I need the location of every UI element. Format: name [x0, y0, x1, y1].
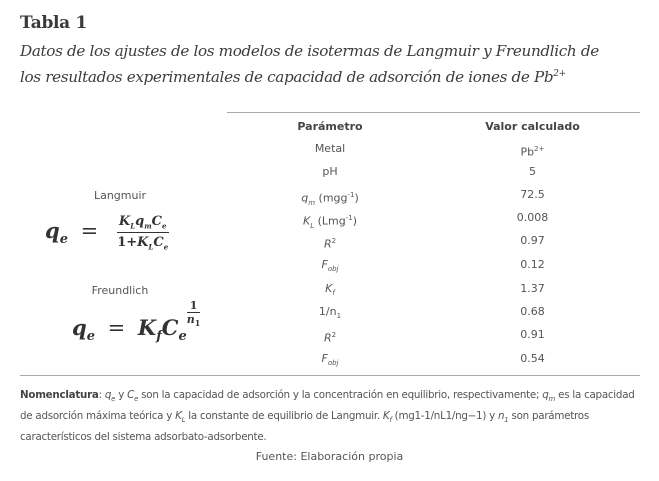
exponent: $\frac{1}{n_1}$ [186, 299, 201, 329]
sub: L [310, 221, 315, 230]
param-fobj-freundlich [230, 350, 430, 368]
param-ph: pH [322, 165, 338, 178]
value-kf: 1.37 [520, 282, 545, 295]
value-1-n1: 0.68 [520, 305, 545, 318]
sub: f [332, 289, 335, 298]
param-qm [230, 186, 430, 207]
value-qm: 72.5 [520, 188, 545, 201]
unit: (mgg [315, 191, 348, 205]
param-fobj-langmuir [230, 256, 430, 274]
sym: F [321, 258, 328, 271]
caption-line-2-text: los resultados experimentales de capacidad de adsorción de iones de Pb [20, 68, 554, 87]
sym: F [321, 352, 328, 365]
sub: obj [327, 359, 339, 368]
sup: -1 [345, 214, 353, 222]
source-note: Fuente: Elaboración propia [255, 450, 404, 463]
sym: R [323, 237, 332, 251]
value-ph: 5 [529, 165, 536, 178]
param-kl [230, 209, 430, 230]
close: ) [352, 214, 358, 228]
sym: K [325, 282, 333, 295]
unit: (Lmg [314, 214, 346, 228]
table-label: Tabla 1 [20, 13, 88, 33]
freundlich-equation: $q_e = K_fC_e$ $\frac{1}{n_1}$ [72, 299, 201, 345]
freundlich-label: Freundlich [91, 284, 149, 297]
value-metal [440, 140, 625, 158]
value-text: Pb [520, 145, 535, 159]
nomenclature-note: Nomenclatura: $q_e$ y $C_e$ son la capacidad de adsorción y la concentración en equilibrio, respectivamente; $q_m$ es la capacidad de adsorción máxima teórica y $K_L$ la constante de equilibrio de Langmuir. $K_f$ (mg1-1/nL1/ng−1) y $n_1$ son parámetros característicos del sistema adsorbato-adsorbente. [20, 389, 635, 444]
lhs: $q_e$ [45, 218, 68, 248]
nomenclature-label: Nomenclatura [20, 389, 99, 401]
sym: K [302, 214, 311, 228]
langmuir-equation: $q_e$ = $\frac{K_Lq_mC_e}{1+K_LC_e}$ [45, 214, 169, 252]
sub: obj [327, 265, 339, 274]
param-r2-langmuir [230, 232, 430, 250]
value-r2-freundlich: 0.91 [520, 328, 545, 341]
value-fobj-freundlich: 0.54 [520, 352, 545, 365]
langmuir-label: Langmuir [93, 189, 147, 202]
sym: R [323, 331, 332, 345]
table-top-rule [227, 112, 640, 113]
header-valor-calculado: Valor calculado [485, 120, 580, 133]
sub: m [308, 198, 316, 207]
header-parametro: Parámetro [297, 120, 363, 133]
sub: 1 [336, 312, 342, 321]
sym: 1/n [318, 305, 337, 318]
sup: -1 [347, 191, 355, 199]
caption-superscript: 2+ [553, 69, 566, 79]
param-metal: Metal [314, 142, 346, 155]
sup: 2 [331, 237, 337, 245]
value-sup: 2+ [534, 145, 545, 153]
caption-line-2 [20, 63, 659, 89]
param-1-n1 [230, 303, 430, 321]
close: ) [354, 191, 359, 205]
param-kf [230, 280, 430, 298]
sup: 2 [331, 331, 337, 339]
value-kl: 0.008 [516, 211, 549, 224]
langmuir-fraction: $\frac{K_Lq_mC_e}{1+K_LC_e}$ [117, 214, 169, 252]
caption-line-1: Datos de los ajustes de los modelos de isotermas de Langmuir y Freundlich de [20, 42, 599, 60]
table-caption [20, 40, 659, 89]
table-bottom-rule [20, 375, 640, 376]
sym: q [301, 191, 309, 205]
value-fobj-langmuir: 0.12 [520, 258, 545, 271]
value-r2-langmuir: 0.97 [520, 234, 545, 247]
param-r2-freundlich [230, 326, 430, 344]
